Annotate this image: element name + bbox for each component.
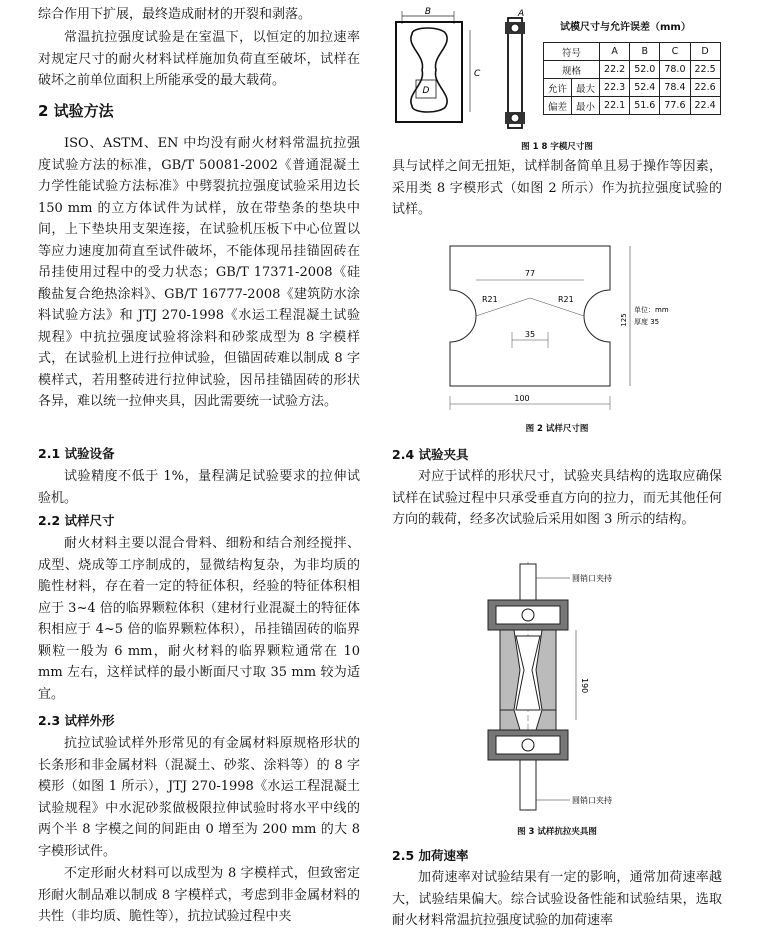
paragraph-fixture: 对应于试样的形状尺寸，试验夹具结构的选取应确保试样在试验过程中只承受垂直方向的拉力，而无其他任何方向的载荷，经多次试验后采用如图 3 所示的结构。	[392, 469, 722, 527]
dim-label-b: B	[424, 7, 432, 17]
table-cell: 22.6	[690, 79, 720, 97]
table-cell: 77.6	[660, 97, 690, 115]
heading-2-2: 2.2 试样尺寸	[38, 513, 115, 528]
unit-note: 单位：mm	[634, 306, 669, 314]
paragraph-specimen-choice: 具与试样之间无扭矩，试样制备简单且易于操作等因素，采用类 8 字模形式（如图 2 所示）作为抗拉强度试验的试样。	[392, 159, 722, 217]
paragraph-loading-rate: 加荷速率对试验结果有一定的影响，通常加荷速率越大，试验结果偏大。综合试验设备性能和试验结果，选取耐火材料常温抗拉强度试验的加荷速率	[392, 870, 722, 928]
table-header-row	[544, 43, 721, 61]
dim-label-c: C	[474, 69, 481, 79]
table-row-label: 规格	[544, 61, 600, 79]
table-cell: 22.1	[600, 97, 630, 115]
fig3-label-bottom: 圆销口夹持	[572, 796, 612, 805]
figure-3-caption: 图 3 试样抗拉夹具图	[517, 827, 597, 837]
heading-2-3: 2.3 试样外形	[38, 713, 115, 728]
table-cell: 22.5	[690, 61, 720, 79]
table-header-cell: D	[690, 43, 720, 61]
heading-2-4: 2.4 试验夹具	[392, 447, 469, 462]
dim-125: 125	[620, 313, 628, 327]
table-row	[544, 61, 721, 79]
tolerance-table	[543, 42, 721, 115]
paragraph-tensile-definition: 常温抗拉强度试验是在室温下，以恒定的加拉速率对规定尺寸的耐火材料试样施加负荷直至破坏，试样在破坏之前单位面积上所能承受的最大载荷。	[38, 30, 360, 88]
paragraph-specimen-size: 耐火材料主要以混合骨料、细粉和结合剂经搅拌、成型、烧成等工序制成的，显微结构复杂，为非均质的脆性材料，存在着一定的特征体积，经验的特征体积相应于 3~4 倍的临界颗粒体积（建材行业混凝土的特征体积相应于 4~5 倍的临界颗粒体积），吊挂锚固砖的临界颗粒一般为 6 mm，耐火材料的临界颗粒通常在 10 mm 左右，这样试样的最小断面尺寸取 35 mm 较为适宜。	[38, 536, 360, 702]
table-cell: 22.2	[600, 61, 630, 79]
table-cell: 52.0	[630, 61, 660, 79]
figure-2-drawing	[430, 236, 710, 416]
thickness-note: 厚度 35	[634, 318, 660, 326]
figure-2-caption: 图 2 试样尺寸图	[525, 424, 589, 434]
table-row-label: 偏差	[544, 97, 572, 115]
figure-3-drawing	[470, 560, 650, 815]
table-cell: 22.4	[690, 97, 720, 115]
table-header-cell: C	[660, 43, 690, 61]
table-title: 试模尺寸与允许误差（mm）	[560, 22, 691, 33]
table-cell: 78.4	[660, 79, 690, 97]
figure-1-caption: 图 1 8 字模尺寸图	[521, 142, 593, 152]
dim-77: 77	[524, 269, 536, 278]
heading-2-1: 2.1 试验设备	[38, 446, 115, 461]
table-cell: 51.6	[630, 97, 660, 115]
table-row-sublabel: 最小	[572, 97, 600, 115]
dim-100: 100	[514, 394, 530, 403]
radius-right: R21	[558, 295, 574, 304]
paragraph-intro-end: 综合作用下扩展，最终造成耐材的开裂和剥落。	[38, 7, 312, 22]
table-header-cell: A	[600, 43, 630, 61]
table-cell: 52.4	[630, 79, 660, 97]
paragraph-unshaped-materials: 不定形耐火材料可以成型为 8 字模样式，但致密定形耐火制品难以制成 8 字模样式，考虑到非金属材料的共性（非均质、脆性等），抗拉试验过程中夹	[38, 866, 360, 924]
table-row	[544, 97, 721, 115]
paragraph-equipment: 试验精度不低于 1%，量程满足试验要求的拉伸试验机。	[38, 469, 360, 506]
dim-label-a: A	[518, 9, 525, 19]
heading-2-5: 2.5 加荷速率	[392, 848, 469, 863]
table-header-cell: 符号	[544, 43, 600, 61]
fig3-label-top: 圆销口夹持	[572, 574, 612, 583]
paragraph-standards: ISO、ASTM、EN 中均没有耐火材料常温抗拉强度试验方法的标准，GB/T 50081-2002《普通混凝土力学性能试验方法标准》中劈裂抗拉强度试验采用边长 150 mm 的立方体试件为试样，放在带垫条的垫块中间，上下垫块用支架连接，在试验机压板下中心位置以等应力速度加荷直至试件破坏，不能体现吊挂锚固砖在吊挂使用过程中的受力状态；GB/T 17371-2008《硅酸盐复合绝热涂料》、GB/T 16777-2008《建筑防水涂料试验方法》和 JTJ 270-1998《水运工程混凝土试验规程》中抗拉强度试验将涂料和砂浆成型为 8 字模样式，在试验机上进行拉伸试验，但锚固砖难以制成 8 字模样式，若用整砖进行拉伸试验，因吊挂锚固砖的形状各异，难以统一拉伸夹具，因此需要统一试验方法。	[38, 136, 360, 409]
table-cell: 78.0	[660, 61, 690, 79]
fig3-dim: 190	[580, 678, 589, 694]
dim-label-d: D	[422, 86, 430, 96]
dim-35: 35	[524, 330, 536, 339]
table-cell: 22.3	[600, 79, 630, 97]
table-header-cell: B	[630, 43, 660, 61]
paragraph-specimen-shape: 抗拉试验试样外形常见的有金属材料原规格形状的长条形和非金属材料（混凝土、砂浆、涂料等）的 8 字模形（如图 1 所示），JTJ 270-1998《水运工程混凝土试验规程》中水泥砂浆做极限拉伸试验时将水平中线的两个半 8 字模之间的间距由 0 增至为 200 mm 的大 8 字模形试件。	[38, 736, 360, 859]
table-row-label: 允许	[544, 79, 572, 97]
radius-left: R21	[482, 295, 498, 304]
table-row-sublabel: 最大	[572, 79, 600, 97]
section-heading-test-method: 2 试验方法	[38, 102, 114, 120]
figure-1-drawing	[392, 4, 532, 136]
table-row	[544, 79, 721, 97]
